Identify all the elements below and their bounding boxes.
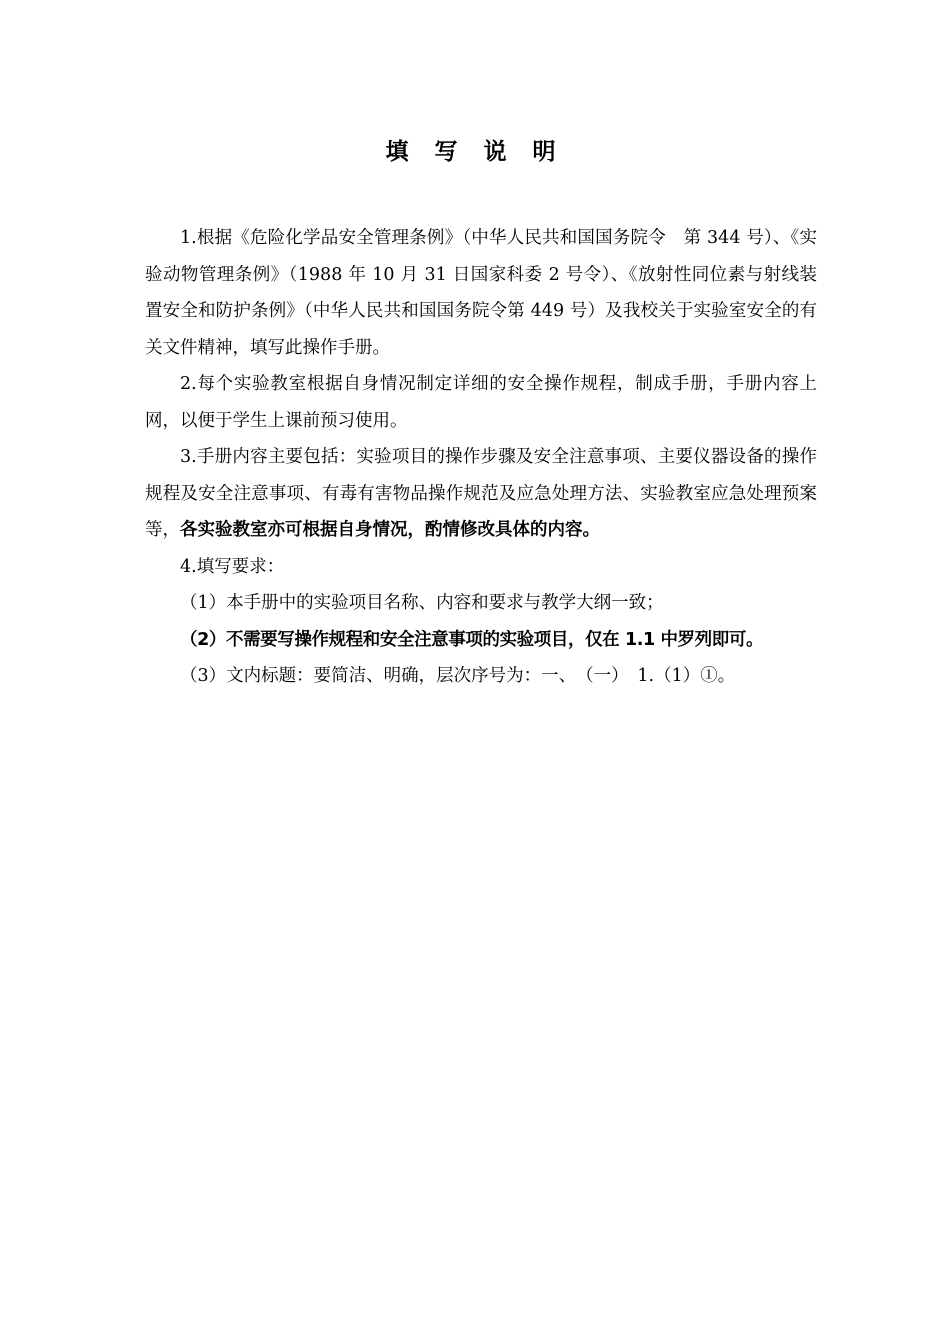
paragraph-3-text: 3.手册内容主要包括：实验项目的操作步骤及安全注意事项、主要仪器设备的操作规程及安全注意事项、有毒有害物品操作规范及应急处理方法、实验教室应急处理预案等，: [145, 447, 817, 540]
page-title: 填 写 说 明: [385, 139, 565, 165]
paragraph-2: 2.每个实验教室根据自身情况制定详细的安全操作规程，制成手册，手册内容上网，以便于学生上课前预习使用。: [145, 374, 817, 431]
paragraph-3-bold-text: 各实验教室亦可根据自身情况，酌情修改具体的内容。: [180, 520, 600, 540]
requirement-1: （1）本手册中的实验项目名称、内容和要求与教学大纲一致；: [180, 593, 664, 613]
requirement-2: （2）不需要写操作规程和安全注意事项的实验项目，仅在 1.1 中罗列即可。: [180, 629, 764, 650]
paragraph-3: [145, 439, 817, 549]
instructions-body: [145, 220, 817, 695]
paragraph-1: 1.根据《危险化学品安全管理条例》（中华人民共和国国务院令 第 344 号）、《实验动物管理条例》（1988 年 10 月 31 日国家科委 2 号令）、《放射性同位素与射线装置安全和防护条例》（中华人民共和国国务院令第 449 号）及我校关于实验室安全的有关文件精神，填写此操作手册。: [145, 228, 817, 358]
paragraph-4: 4.填写要求：: [180, 556, 285, 577]
requirement-3: （3）文内标题：要简洁、明确，层次序号为：一、 （一） 1.（1）①。: [180, 666, 736, 686]
